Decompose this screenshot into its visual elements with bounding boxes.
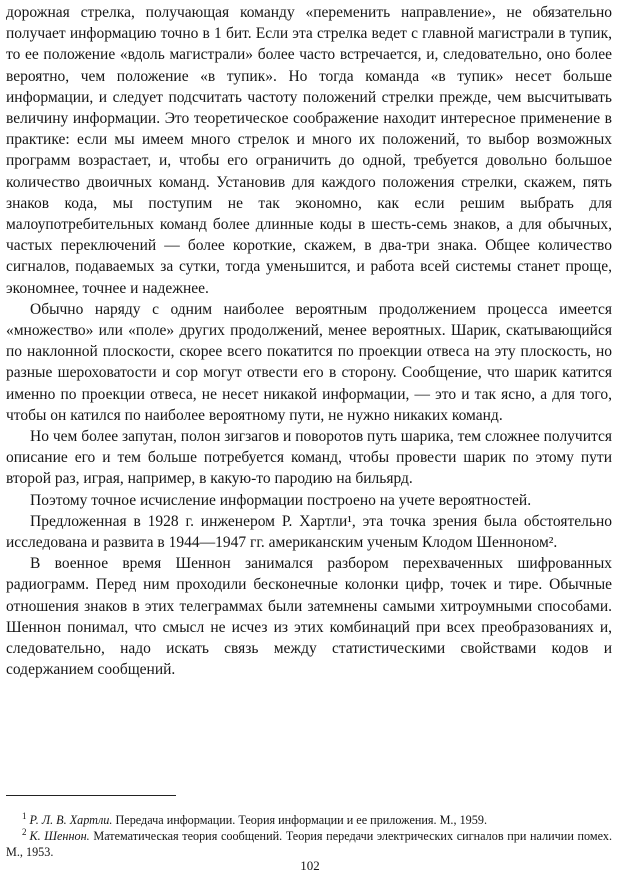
footnote-mark: 2 <box>22 827 27 838</box>
footnote-author: К. Шеннон. <box>29 829 90 844</box>
main-text <box>6 2 612 681</box>
paragraph-5: Предложенная в 1928 г. инженером Р. Хартли¹, эта точка зрения была обстоятельно исследована и развита в 1944—1947 гг. американским ученым Клодом Шенноном². <box>6 512 612 552</box>
footnote-text: Математическая теория сообщений. Теория передачи электрических сигналов при наличии помех. М., 1953. <box>6 829 612 860</box>
paragraph-4: Поэтому точное исчисление информации построено на учете вероятностей. <box>30 491 532 509</box>
footnotes <box>6 812 612 861</box>
page-number: 102 <box>300 858 320 873</box>
footnote-1 <box>6 812 612 828</box>
footnote-author: Р. Л. В. Хартли. <box>29 813 113 827</box>
footnote-divider <box>6 795 176 796</box>
paragraph-1: дорожная стрелка, получающая команду «переменить направление», не обязательно получает информацию точно в 1 бит. Если эта стрелка ведет с главной магистрали в тупик, то ее положение «вдоль магистрали» более часто встречается, и, следовательно, оно более вероятно, чем положение «в тупик». Но тогда команда «в тупик» несет больше информации, и следует подсчитать частоту положений стрелки прежде, чем высчитывать величину информации. Это теоретическое соображение находит интересное применение в практике: если мы имеем много стрелок и много их положений, то выбор возможных программ возрастает, и, чтобы его ограничить до одной, требуется довольно большое количество двоичных команд. Установив для каждого положения стрелки, скажем, пять знаков кода, мы поступим не так экономно, как если решим выбрать для малоупотребительных команд более длинные коды в шесть-семь знаков, а для обычных, частых переключений — более короткие, скажем, в два-три знака. Общее количество сигналов, подаваемых за сутки, тогда уменьшится, и работа всей системы станет проще, экономнее, точнее и надежнее. <box>6 4 612 297</box>
paragraph-2: Обычно наряду с одним наиболее вероятным продолжением процесса имеется «множество» или «поле» других продолжений, менее вероятных. Шарик, скатывающийся по наклонной плоскости, скорее всего покатится по проекции отвеса на эту плоскость, но разные шероховатости и сор могут отвести его в сторону. Сообщение, что шарик катится именно по проекции отвеса, не несет никакой информации, — это и так ясно, а для того, чтобы он катился по наиболее вероятному пути, не нужно никаких команд. <box>6 300 612 424</box>
paragraph-3: Но чем более запутан, полон зигзагов и поворотов путь шарика, тем сложнее получится описание его и тем больше потребуется команд, чтобы провести шарик по этому пути второй раз, играя, например, в какую-то пародию на бильярд. <box>6 428 612 488</box>
footnote-2 <box>6 828 612 860</box>
footnote-mark: 1 <box>22 810 27 821</box>
paragraph-6: В военное время Шеннон занимался разбором перехваченных шифрованных радиограмм. Перед ним проходили бесконечные колонки цифр, точек и тире. Обычные отношения знаков в этих телеграммах были затемнены самыми хитроумными способами. Шеннон понимал, что смысл не исчез из этих комбинаций при всех преобразованиях и, следовательно, надо искать связь между статистическими свойствами кодов и содержанием сообщений. <box>6 555 612 679</box>
footnote-text: Передача информации. Теория информации и ее приложения. М., 1959. <box>112 813 487 827</box>
